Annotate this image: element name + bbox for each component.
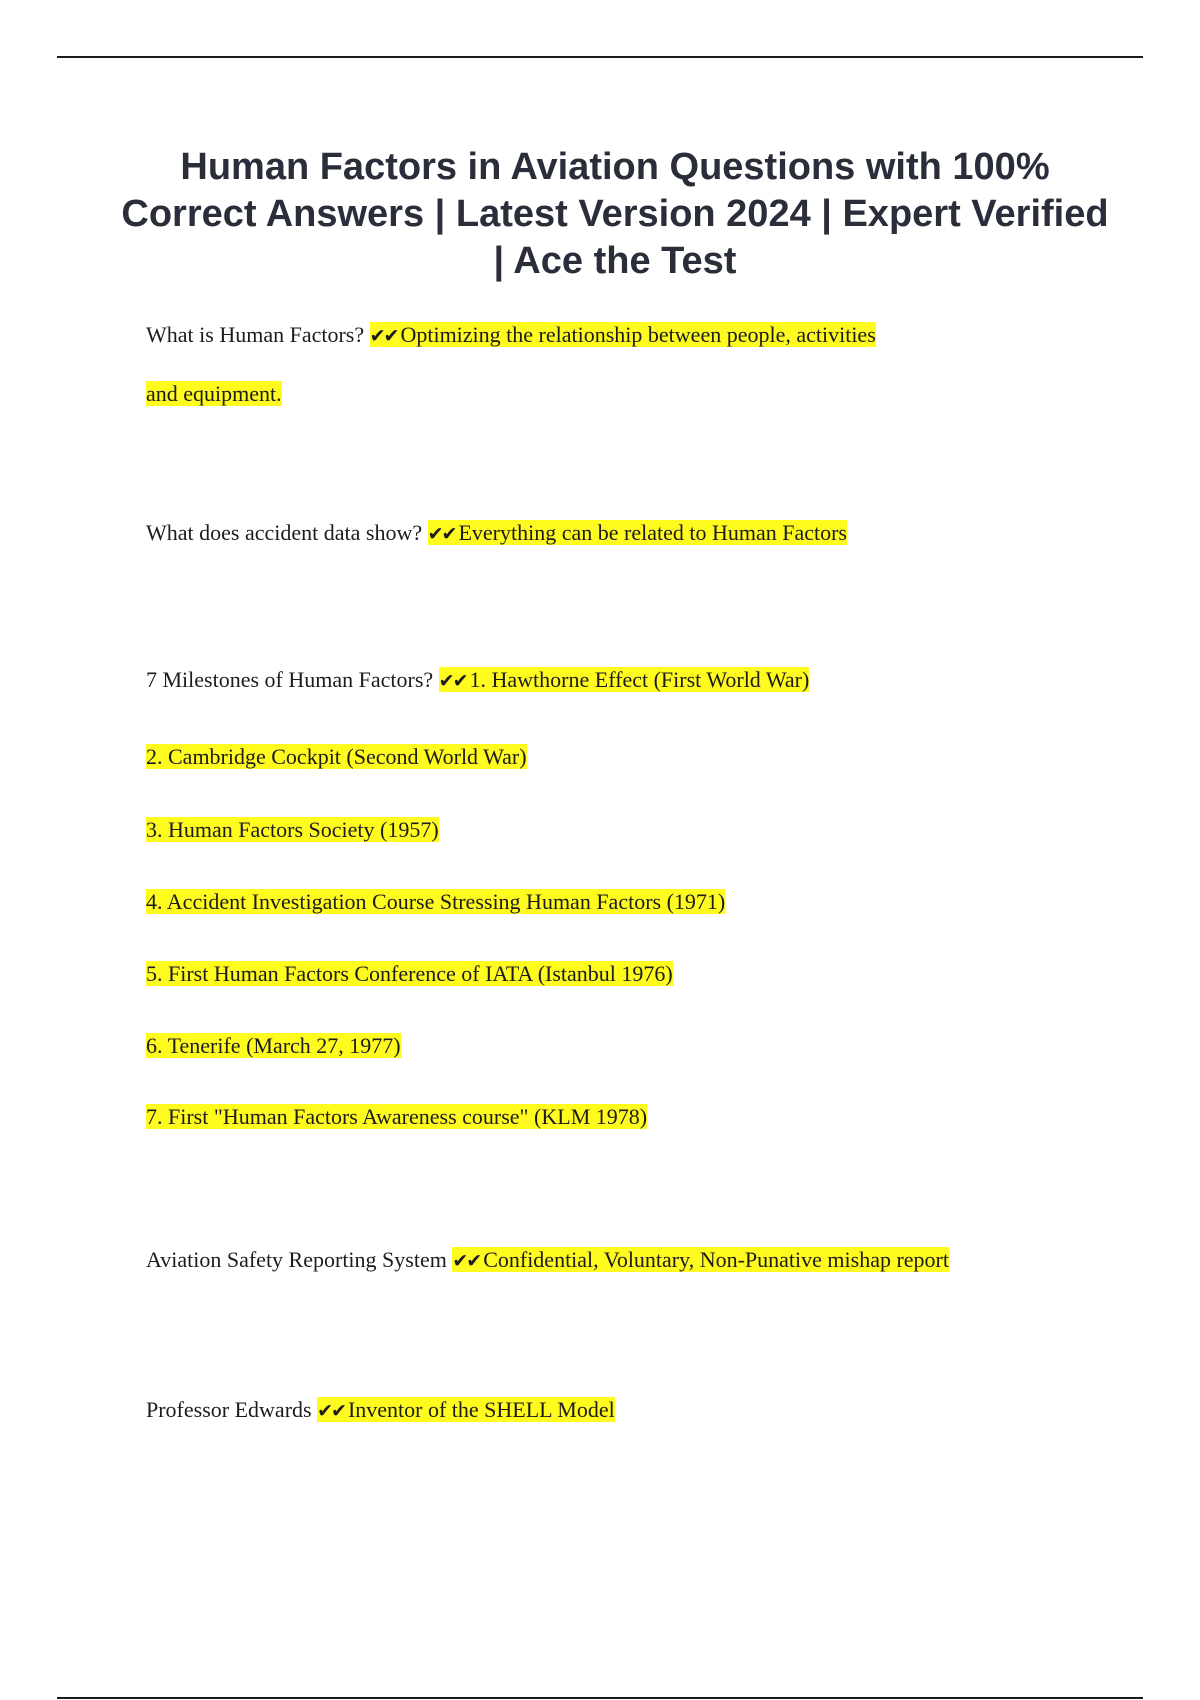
milestone-item <box>146 888 725 916</box>
milestone-item <box>146 960 673 988</box>
answer-text: Optimizing the relationship between people, activities <box>400 322 876 347</box>
answer-text: Everything can be related to Human Factors <box>458 520 847 545</box>
question-text: Aviation Safety Reporting System <box>146 1247 447 1272</box>
question-text: What is Human Factors? <box>146 322 365 347</box>
answer-highlight <box>317 1397 615 1422</box>
double-check-icon: ✔✔ <box>438 670 467 692</box>
answer-text: 5. First Human Factors Conference of IATA (Istanbul 1976) <box>146 961 673 986</box>
answer-highlight <box>439 667 810 692</box>
bottom-rule <box>57 1697 1143 1699</box>
answer-highlight <box>452 1247 949 1272</box>
answer-text: and equipment. <box>146 381 282 406</box>
top-rule <box>57 56 1143 58</box>
double-check-icon: ✔✔ <box>317 1400 345 1422</box>
milestone-item <box>146 1103 647 1131</box>
double-check-icon: ✔✔ <box>369 325 398 347</box>
question-text: Professor Edwards <box>146 1397 312 1422</box>
qa-item-accident-data <box>146 519 847 548</box>
milestone-item <box>146 743 527 771</box>
double-check-icon: ✔✔ <box>452 1250 481 1272</box>
qa-item-asrs <box>146 1246 949 1275</box>
answer-text: 4. Accident Investigation Course Stressing Human Factors (1971) <box>146 889 726 914</box>
answer-text: 2. Cambridge Cockpit (Second World War) <box>146 744 527 769</box>
document-title: Human Factors in Aviation Questions with 100% Correct Answers | Latest Version 2024 | Expert Verified | Ace the Test <box>121 146 1109 282</box>
qa-item-human-factors <box>146 321 876 350</box>
answer-text: 6. Tenerife (March 27, 1977) <box>146 1033 401 1058</box>
question-text: What does accident data show? <box>146 520 423 545</box>
answer-text: 7. First "Human Factors Awareness course" (KLM 1978) <box>146 1104 648 1129</box>
answer-text: 3. Human Factors Society (1957) <box>146 817 439 842</box>
milestone-item <box>146 816 439 844</box>
answer-text: 1. Hawthorne Effect (First World War) <box>469 667 810 692</box>
answer-highlight <box>428 520 847 545</box>
question-text: 7 Milestones of Human Factors? <box>146 667 434 692</box>
answer-highlight <box>370 322 876 347</box>
milestone-item <box>146 1032 401 1060</box>
qa-item-milestones <box>146 666 809 695</box>
double-check-icon: ✔✔ <box>427 523 456 545</box>
qa-item-professor-edwards <box>146 1396 615 1425</box>
answer-text: Inventor of the SHELL Model <box>347 1397 615 1422</box>
answer-continuation <box>146 380 282 408</box>
answer-text: Confidential, Voluntary, Non-Punative mishap report <box>483 1247 949 1272</box>
